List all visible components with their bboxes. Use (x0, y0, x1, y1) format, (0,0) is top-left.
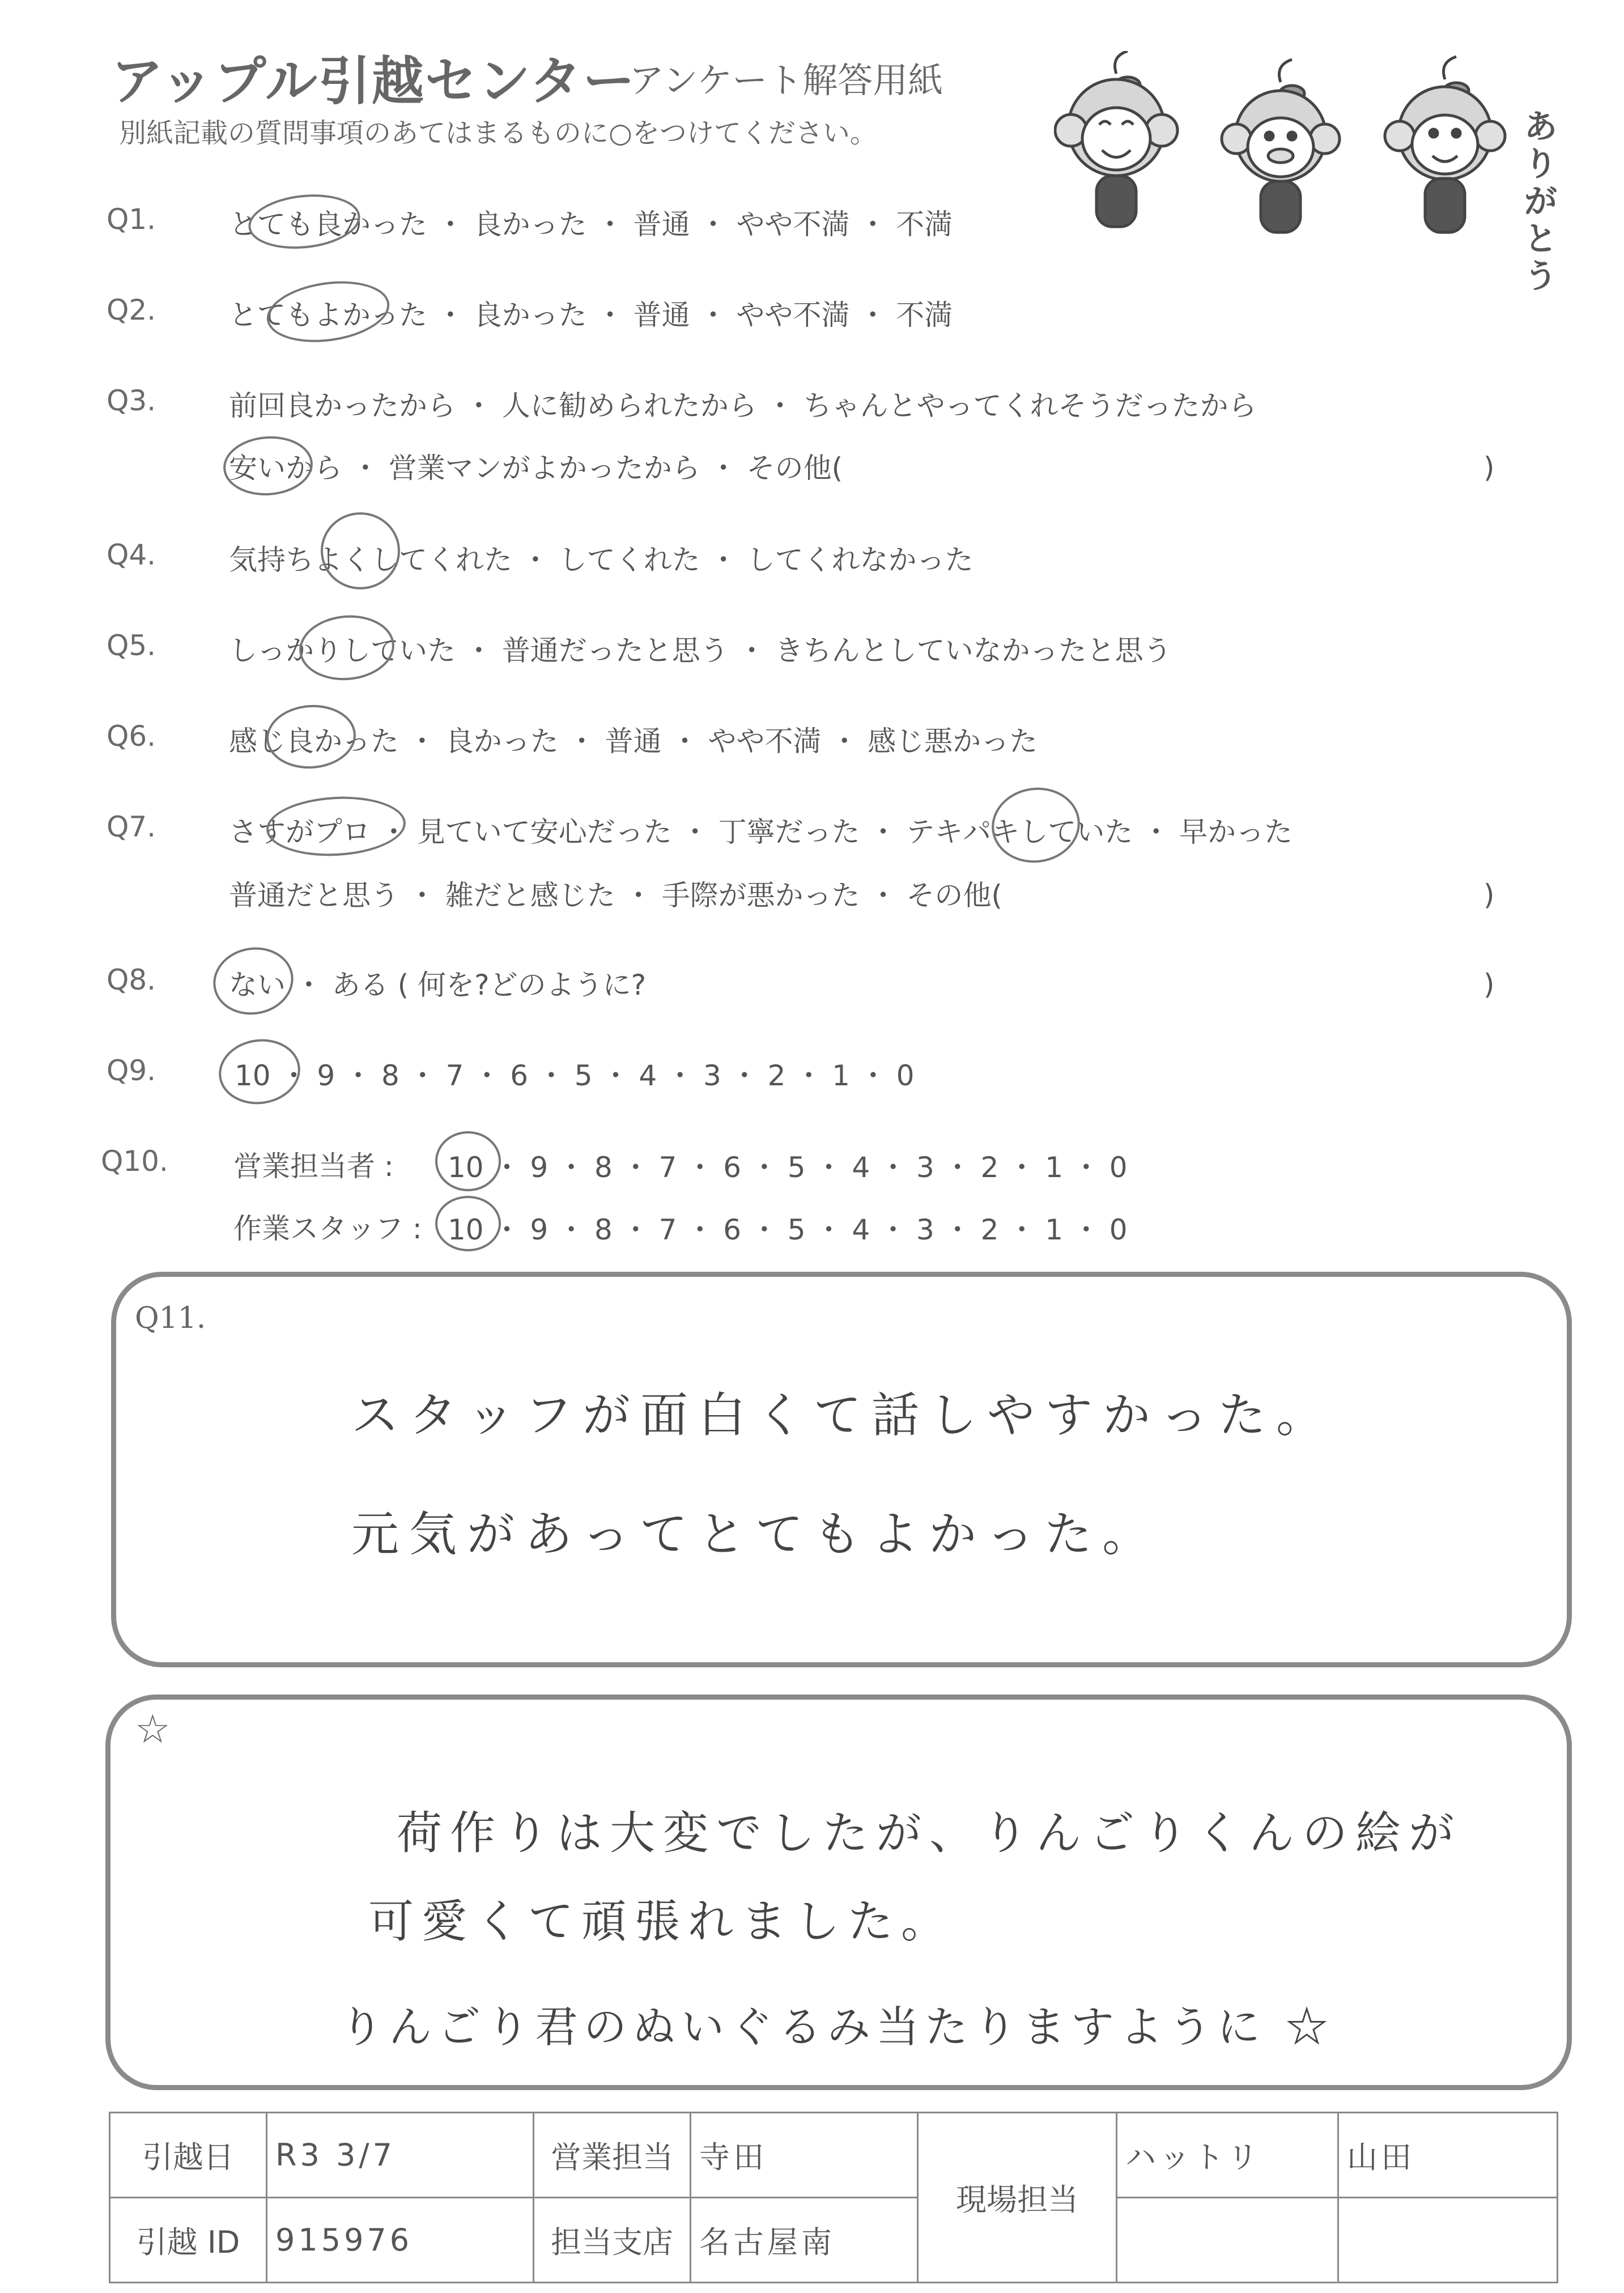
form-subtitle: アンケート解答用紙 (629, 60, 943, 101)
thanks-text: ありがとう (1524, 107, 1558, 295)
q6-number: Q6. (107, 720, 156, 753)
q7-close-paren: ) (1483, 878, 1495, 911)
q8-close-paren: ) (1483, 968, 1495, 1001)
q9-answer-circle (215, 1034, 304, 1110)
q8-number: Q8. (107, 963, 156, 996)
q2-options: とてもよかった ・ 良かった ・ 普通 ・ やや不満 ・ 不満 (229, 299, 953, 332)
q3-number: Q3. (107, 384, 156, 417)
q4-number: Q4. (107, 538, 156, 571)
q3-answer-circle (222, 434, 315, 499)
site-rep-empty-cell-1 (1117, 2198, 1338, 2283)
q8-answer-circle (208, 941, 299, 1021)
q5-answer-circle (296, 612, 397, 684)
q10-staff-scale: 10 ・ 9 ・ 8 ・ 7 ・ 6 ・ 5 ・ 4 ・ 3 ・ 2 ・ 1 ・ 0 (448, 1213, 1128, 1246)
monkey-2-icon (1222, 60, 1340, 232)
q10-sales-label: 営業担当者 : (233, 1150, 394, 1183)
branch-label: 担当支店 (534, 2198, 691, 2283)
q9-number: Q9. (107, 1054, 156, 1087)
move-date-value: R3 3/7 (267, 2113, 534, 2198)
star-comment-line3: りんごり君のぬいぐるみ当たりますように ☆ (340, 2002, 1334, 2052)
q11-answer-line1: スタッフが面白くて話しやすかった。 (351, 1387, 1334, 1443)
q3-close-paren: ) (1483, 451, 1495, 484)
star-comment-line2: 可愛くて頑張れました。 (368, 1895, 954, 1948)
q3-options-line2: 安いから ・ 営業マンがよかったから ・ その他( (229, 452, 843, 485)
q11-comment-box (111, 1272, 1572, 1667)
q11-answer-line2: 元気があってとてもよかった。 (351, 1506, 1160, 1562)
q10-sales-scale: 10 ・ 9 ・ 8 ・ 7 ・ 6 ・ 5 ・ 4 ・ 3 ・ 2 ・ 1 ・ 0 (448, 1151, 1128, 1184)
q5-options: しっかりしていた ・ 普通だったと思う ・ きちんとしていなかったと思う (229, 634, 1172, 667)
q7-answer-circle-2 (987, 782, 1085, 868)
q10-number: Q10. (101, 1145, 168, 1178)
q6-answer-circle (264, 702, 358, 772)
q1-answer-circle (246, 189, 363, 254)
q5-number: Q5. (107, 629, 156, 662)
move-info-table (109, 2112, 1558, 2283)
q10-staff-answer-circle (435, 1196, 501, 1251)
site-rep-empty-cell-2 (1338, 2198, 1558, 2283)
q10-sales-answer-circle (435, 1131, 501, 1191)
instruction-text: 別紙記載の質問事項のあてはまるものに○をつけてください。 (119, 117, 877, 149)
q7-number: Q7. (107, 810, 156, 843)
q11-label: Q11. (135, 1301, 206, 1335)
monkey-mascots-illustration (1054, 51, 1564, 255)
site-rep-value-2: 山田 (1338, 2113, 1558, 2198)
monkey-3-icon (1385, 57, 1505, 232)
q2-answer-circle (263, 274, 393, 349)
q2-number: Q2. (107, 294, 156, 326)
star-comment-line1: 荷作りは大変でしたが、りんごりくんの絵が (397, 1807, 1462, 1859)
star-label: ☆ (135, 1706, 171, 1752)
branch-value: 名古屋南 (691, 2198, 918, 2283)
q4-options: 気持ちよくしてくれた ・ してくれた ・ してくれなかった (229, 543, 973, 576)
sales-rep-label: 営業担当 (534, 2113, 691, 2198)
move-date-label: 引越日 (110, 2113, 267, 2198)
q10-staff-label: 作業スタッフ : (233, 1212, 422, 1245)
q7-options-line2: 普通だと思う ・ 雑だと感じた ・ 手際が悪かった ・ その他( (229, 879, 1002, 912)
move-id-value: 915976 (267, 2198, 534, 2283)
q7-options-line1: さすがプロ ・ 見ていて安心だった ・ 丁寧だった ・ テキパキしていた ・ 早かった (229, 816, 1293, 848)
q6-options: 感じ良かった ・ 良かった ・ 普通 ・ やや不満 ・ 感じ悪かった (229, 725, 1038, 758)
q1-options: とても良かった ・ 良かった ・ 普通 ・ やや不満 ・ 不満 (229, 208, 953, 241)
q4-answer-circle (321, 512, 400, 589)
monkey-1-icon (1055, 51, 1177, 227)
move-id-label: 引越 ID (110, 2198, 267, 2283)
q8-options: ない ・ ある ( 何を?どのように? (229, 969, 647, 1001)
page-title: アップル引越センター (111, 51, 636, 112)
site-rep-label: 現場担当 (918, 2113, 1117, 2283)
q1-number: Q1. (107, 203, 156, 236)
q9-scale: 10 ・ 9 ・ 8 ・ 7 ・ 6 ・ 5 ・ 4 ・ 3 ・ 2 ・ 1 ・ 0 (235, 1059, 915, 1092)
site-rep-value-1: ハットリ (1117, 2113, 1338, 2198)
sales-rep-value: 寺田 (691, 2113, 918, 2198)
q3-options-line1: 前回良かったから ・ 人に勧められたから ・ ちゃんとやってくれそうだったから (229, 389, 1257, 422)
